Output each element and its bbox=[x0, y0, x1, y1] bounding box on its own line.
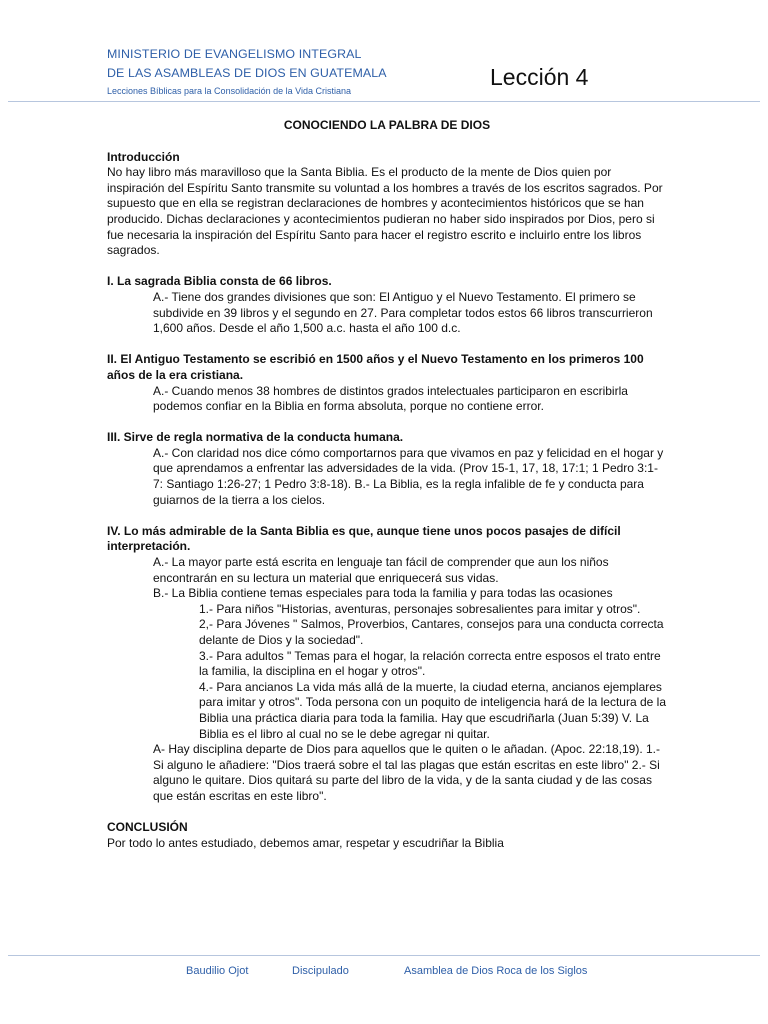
section-4-point-c: A- Hay disciplina departe de Dios para aquellos que le quiten o le añadan. (Apoc. 22:18,19). 1.- Si alguno le añadiere: "Dios traerá sobre el tal las plagas que están escritas en este libro" 2.- Si alguno le quitare. Dios quitará su parte del libro de la vida, y de la santa ciudad y de las cosas que están escritas en este libro". bbox=[153, 742, 660, 803]
section-4-item-2: 2,- Para Jóvenes " Salmos, Proverbios, Cantares, consejos para una conducta correcta delante de Dios y la sociedad". bbox=[199, 617, 664, 647]
header-divider bbox=[8, 101, 760, 102]
section-4-point-b: B.- La Biblia contiene temas especiales para toda la familia y para todas las ocasiones bbox=[153, 586, 613, 601]
section-3-heading: III. Sirve de regla normativa de la conducta humana. bbox=[107, 430, 404, 445]
section-4-point-a: A.- La mayor parte está escrita en lenguaje tan fácil de comprender que aun los niños encontrarán en su lectura un material que enriquecerá sus vidas. bbox=[153, 555, 609, 585]
document-title: CONOCIENDO LA PALBRA DE DIOS bbox=[283, 118, 491, 132]
section-3-point-a: A.- Con claridad nos dice cómo comportarnos para que vivamos en paz y felicidad en el hogar y que aprendamos a enfrentar las adversidades de la vida. (Prov 15-1, 17, 18, 17:1; 1 Pedro 3:1-7: Santiago 1:26-27; 1 Pedro 3:8-18). B.- La Biblia, es la regla infalible de fe y conducta para guiarnos de la tierra a los cielos. bbox=[153, 445, 664, 507]
section-2-point-a: A.- Cuando menos 38 hombres de distintos grados intelectuales participaron en escribirla podemos confiar en la Biblia en forma absoluta, porque no contiene error. bbox=[153, 383, 628, 414]
section-4-item-4: 4.- Para ancianos La vida más allá de la muerte, la ciudad eterna, ancianos ejemplares para imitar y otros". Toda persona con un poquito de inteligencia hará de la lectura de la Biblia una práctica diaria para toda la familia. Hay que escudriñarla (Juan 5:39) V. La Biblia es el libro al cual no se le debe agregar ni quitar. bbox=[199, 679, 666, 741]
conclusion-text: Por todo lo antes estudiado, debemos amar, respetar y escudriñar la Biblia bbox=[107, 835, 504, 850]
section-2-heading: II. El Antiguo Testamento se escribió en 1500 años y el Nuevo Testamento en los primeros 100 años de la era cristiana. bbox=[107, 352, 644, 382]
intro-heading: Introducción bbox=[107, 149, 180, 164]
intro-text: No hay libro más maravilloso que la Santa Biblia. Es el producto de la mente de Dios quien por inspiración del Espíritu Santo transmite su voluntad a los hombres a través de los escritos sagrados. Por supuesto que en ella se registran declaraciones de hombres y acontecimientos históricos que se han producido. Dichas declaraciones y acontecimientos pudieran no haber sido inspirados por Dios, pero si fue necesaria la inspiración del Espíritu Santo para hacer el registro escrito e incluirlo entre los libros sagrados. bbox=[107, 165, 663, 258]
section-4-heading: IV. Lo más admirable de la Santa Biblia es que, aunque tiene unos pocos pasajes de difícil interpretación. bbox=[107, 523, 621, 554]
section-4-item-1: 1.- Para niños "Historias, aventuras, personajes sobresalientes para imitar y otros". bbox=[199, 601, 641, 616]
page-header bbox=[0, 0, 768, 102]
footer-author: Baudilio Ojot bbox=[186, 965, 249, 977]
footer-course: Discipulado bbox=[292, 965, 349, 977]
org-name-line1: MINISTERIO DE EVANGELISMO INTEGRAL bbox=[107, 47, 362, 61]
footer-divider bbox=[8, 955, 760, 956]
section-1-point-a: A.- Tiene dos grandes divisiones que son: El Antiguo y el Nuevo Testamento. El primero se subdivide en 39 libros y el segundo en 27. Para completar todos estos 66 libros transcurrieron 1,600 años. Desde el año 1,500 a.c. hasta el año 100 d.c. bbox=[153, 289, 653, 336]
footer-church: Asamblea de Dios Roca de los Siglos bbox=[404, 965, 588, 977]
lesson-number: Lección 4 bbox=[490, 64, 589, 90]
section-4-item-3: 3.- Para adultos " Temas para el hogar, la relación correcta entre esposos el trato entre la familia, la disciplina en el hogar y otros". bbox=[199, 648, 661, 679]
series-subtitle: Lecciones Bíblicas para la Consolidación de la Vida Cristiana bbox=[107, 86, 351, 96]
document-body bbox=[107, 118, 667, 851]
section-1-heading: I. La sagrada Biblia consta de 66 libros. bbox=[107, 274, 332, 289]
conclusion-heading: CONCLUSIÓN bbox=[107, 820, 188, 835]
org-name-line2: DE LAS ASAMBLEAS DE DIOS EN GUATEMALA bbox=[107, 66, 387, 80]
